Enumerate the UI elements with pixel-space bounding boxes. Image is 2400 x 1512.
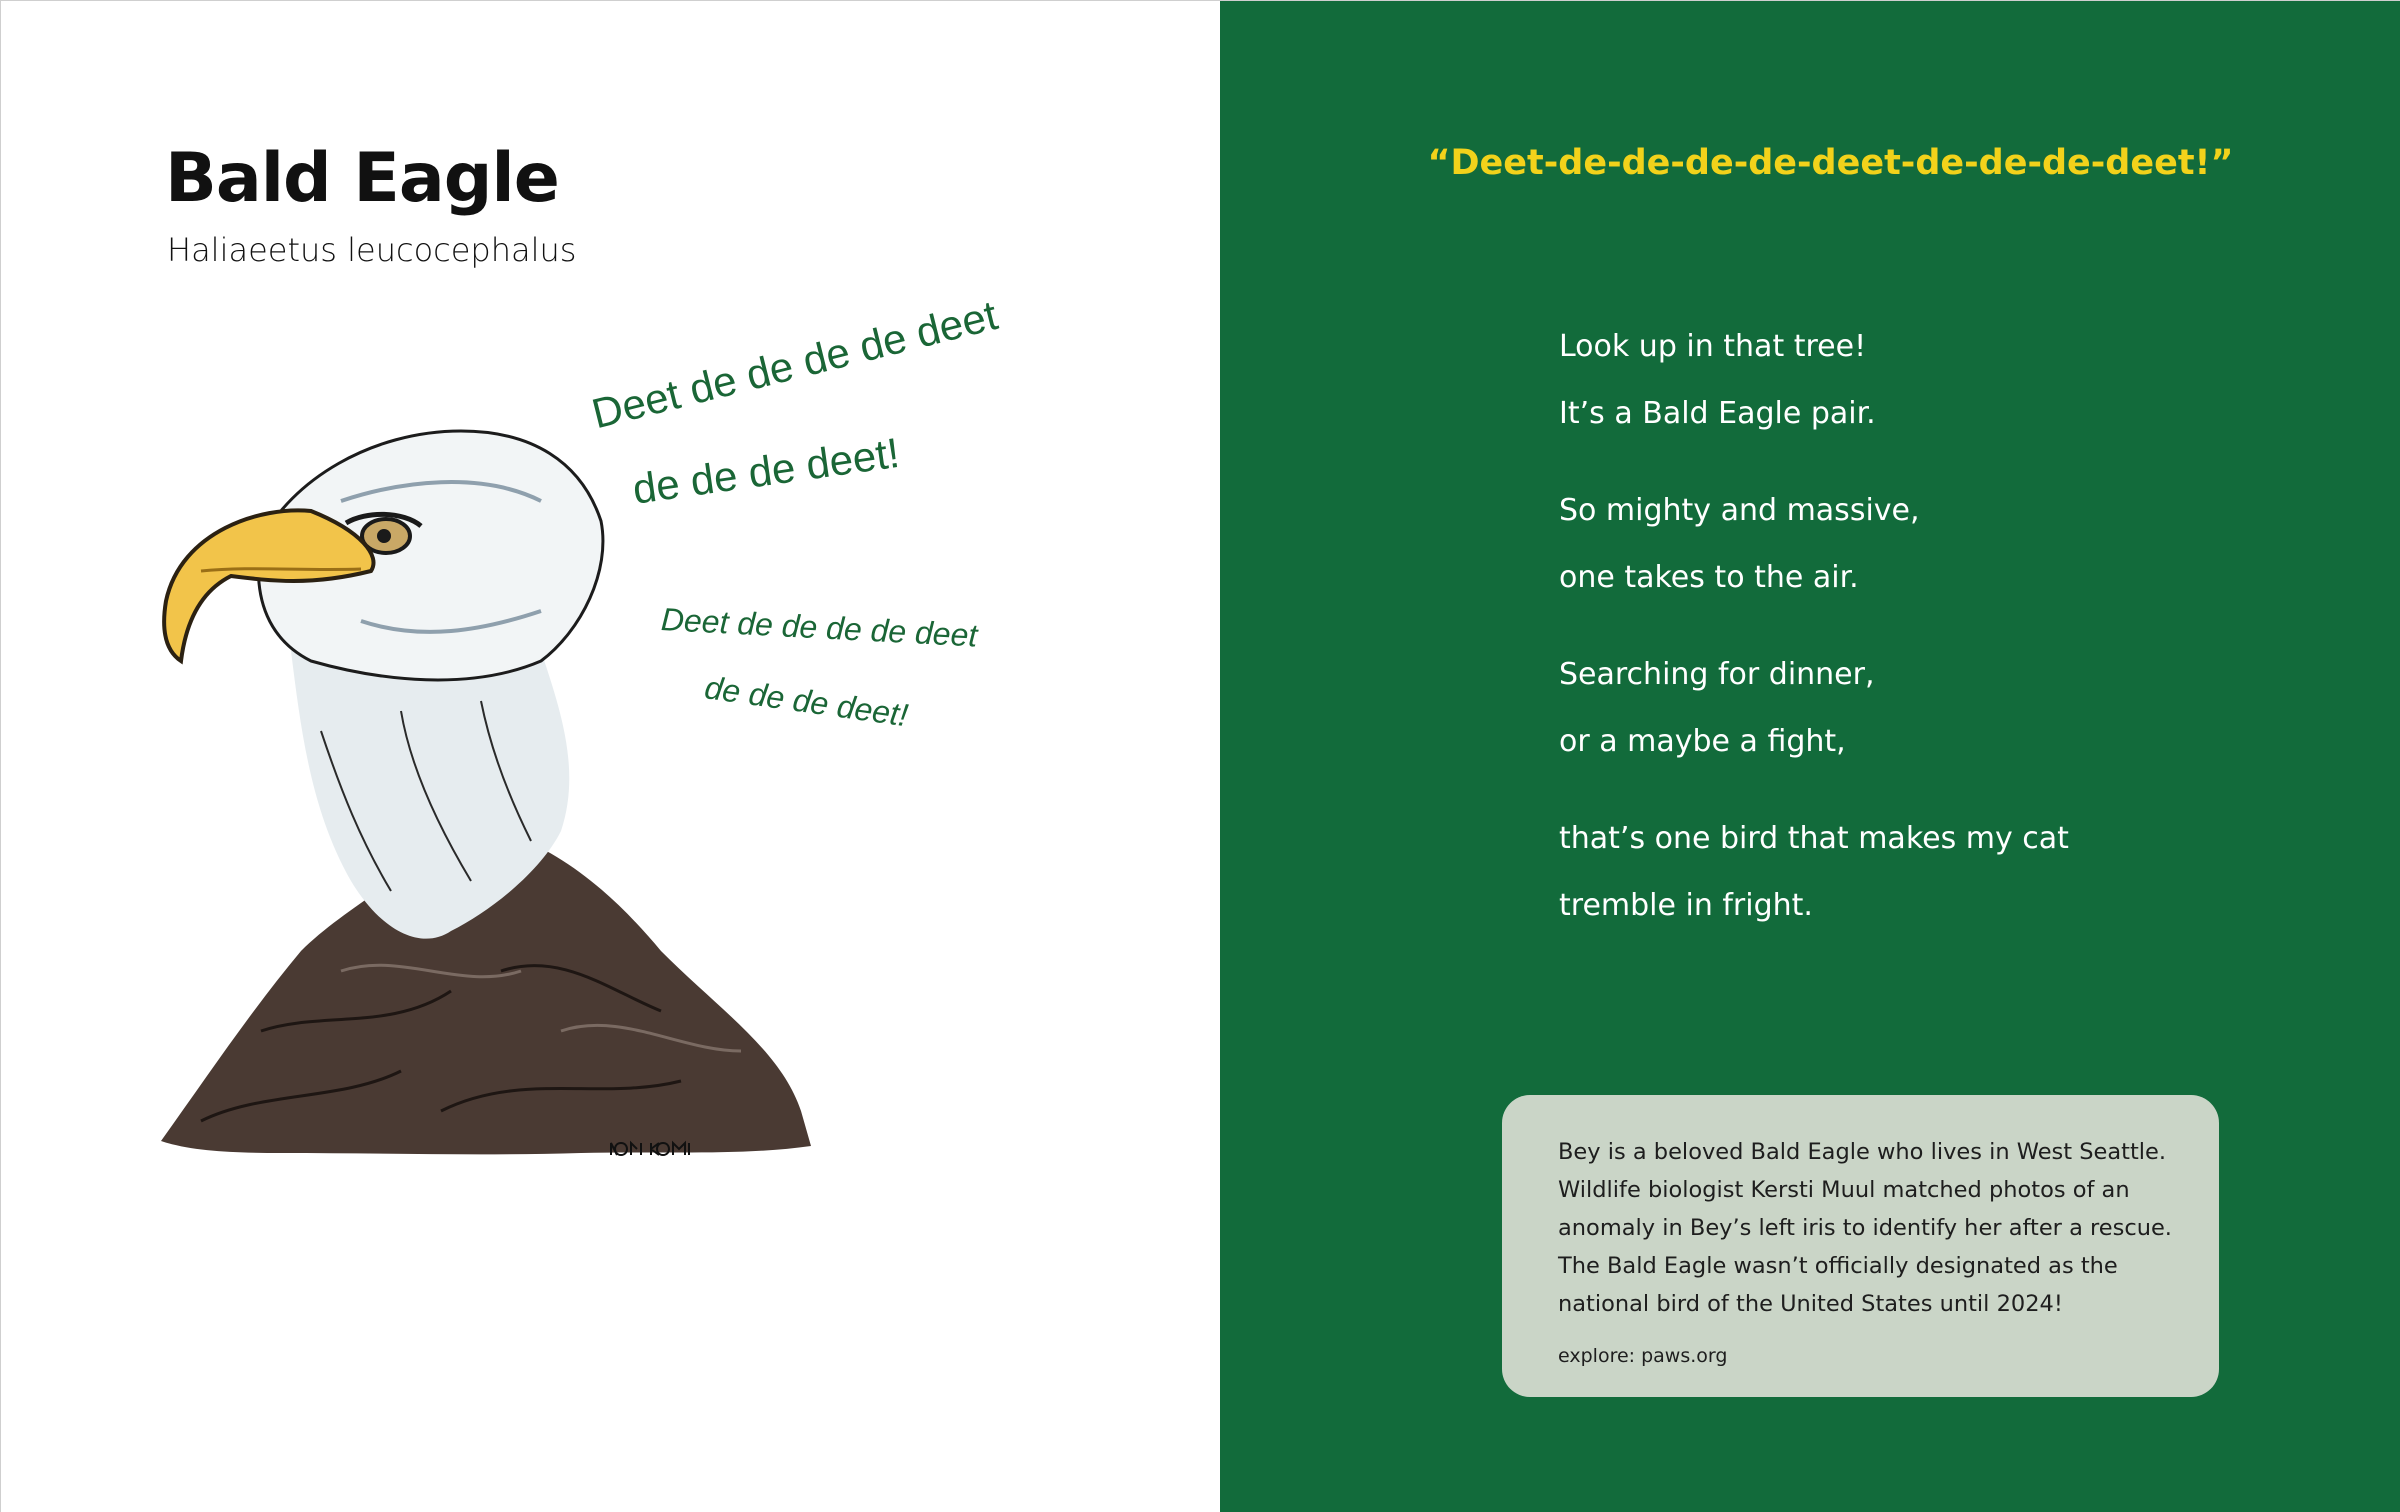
call-text: Deet de de de de deet: [587, 291, 1002, 438]
bald-eagle-illustration: [141, 411, 981, 1181]
poem-stanza: [1559, 477, 2069, 611]
call-text: Deet de de de de deet: [660, 601, 979, 654]
poem-line: Look up in that tree!: [1559, 329, 1867, 364]
poem-stanza: [1559, 641, 2069, 775]
poem-line: It’s a Bald Eagle pair.: [1559, 396, 1876, 431]
poem-stanza: [1559, 313, 2069, 447]
poem-stanza: [1559, 805, 2069, 939]
explore-link[interactable]: explore: paws.org: [1558, 1345, 1728, 1367]
poem-line: that’s one bird that makes my cat: [1559, 821, 2069, 856]
scientific-name: Haliaeetus leucocephalus: [167, 231, 577, 269]
info-line: The Bald Eagle wasn’t officially designated as the: [1558, 1253, 2118, 1279]
page-title: Bald Eagle: [165, 139, 559, 218]
info-line: Wildlife biologist Kersti Muul matched photos of an: [1558, 1177, 2130, 1203]
poem-line: tremble in fright.: [1559, 888, 1813, 923]
info-line: Bey is a beloved Bald Eagle who lives in West Seattle.: [1558, 1139, 2167, 1165]
artist-signature-art: [609, 1139, 693, 1159]
info-line: national bird of the United States until 2024!: [1558, 1291, 2063, 1317]
poem: [1559, 313, 2069, 969]
info-text: [1558, 1133, 2179, 1323]
call-text: de de de deet!: [702, 669, 911, 734]
info-line: anomaly in Bey’s left iris to identify her after a rescue.: [1558, 1215, 2172, 1241]
right-page: [1220, 1, 2400, 1512]
info-box: [1502, 1095, 2219, 1397]
refrain-quote: “Deet-de-de-de-de-deet-de-de-de-deet!”: [1427, 143, 2234, 183]
poem-line: or a maybe a fight,: [1559, 724, 1846, 759]
left-page: [1, 1, 1220, 1512]
call-text: de de de deet!: [629, 428, 903, 513]
poem-line: one takes to the air.: [1559, 560, 1859, 595]
poem-line: Searching for dinner,: [1559, 657, 1875, 692]
poem-line: So mighty and massive,: [1559, 493, 1920, 528]
